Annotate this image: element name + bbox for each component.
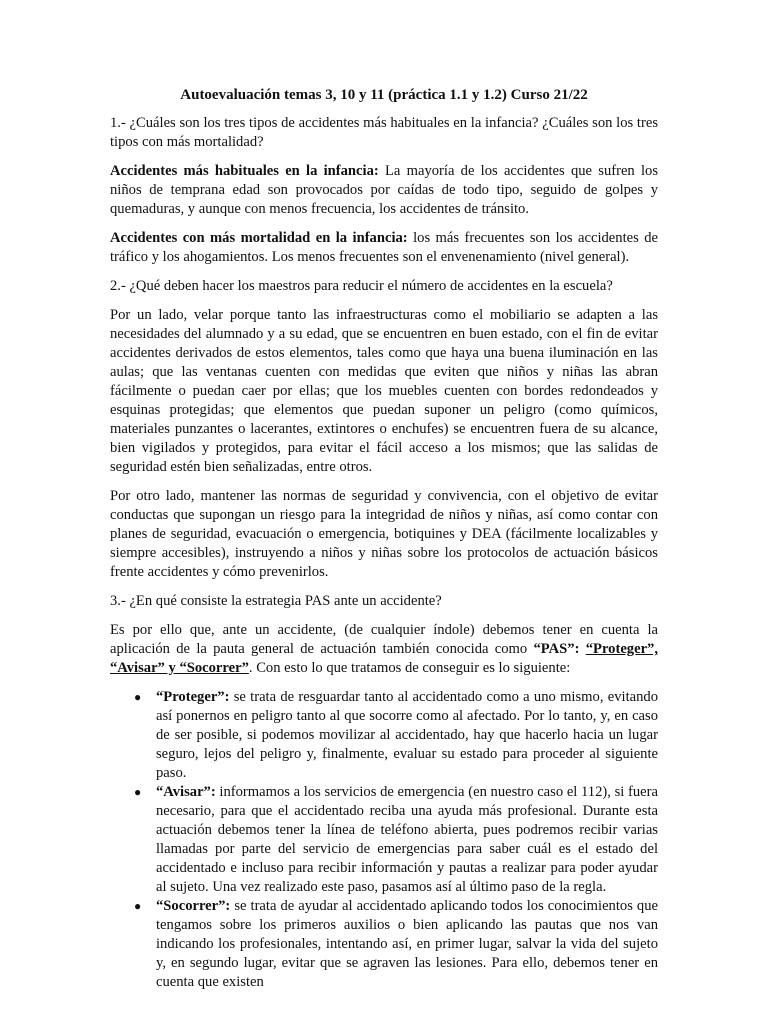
bullet-icon: ●: [134, 690, 142, 704]
intro-pas: “PAS”:: [533, 641, 586, 657]
pas-list: [110, 688, 658, 992]
intro-text-b: . Con esto lo que tratamos de conseguir es lo siguiente:: [248, 660, 571, 676]
mortalidad-label: Accidentes con más mortalidad en la infancia:: [110, 230, 408, 246]
pas-item-avisar: [134, 783, 658, 897]
mortalidad-text: los más frecuentes son los accidentes de tráfico y los ahogamientos. Los menos frecuentes son el envenenamiento (nivel general).: [110, 230, 658, 265]
document-title: Autoevaluación temas 3, 10 y 11 (práctica 1.1 y 1.2) Curso 21/22: [180, 87, 588, 103]
pas-item-label: “Socorrer”:: [156, 898, 231, 914]
answer-1-habituales: [110, 162, 658, 219]
answer-2-paragraph-1: Por un lado, velar porque tanto las infraestructuras como el mobiliario se adapten a las necesidades del alumnado y a su edad, que se encuentren en buen estado, con el fin de evitar accidentes derivados de estos elementos, tales como que haya una buena iluminación en las aulas; que las ventanas cuenten con medidas que eviten que niños y niñas las abran fácilmente o puedan caer por ellas; que los muebles cuenten con bordes redondeados y esquinas protegidas; que elementos que puedan suponer un peligro (como químicos, materiales punzantes o lacerantes, extintores o enchufes) se encuentren fuera de su alcance, bien vigilados y protegidos, para evitar el fácil acceso a los mismos; que las salidas de seguridad estén bien señalizadas, entre otros.: [110, 307, 658, 475]
answer-1-mortalidad: [110, 229, 658, 267]
pas-item-text: se trata de ayudar al accidentado aplicando todos los conocimientos que tengamos sobre los primeros auxilios o bien aplicando las pautas que nos van indicando los profesionales, intentando así, en primer lugar, salvar la vida del sujeto y, en segundo lugar, evitar que se agraven las lesiones. Para ello, debemos tener en cuenta que existen: [156, 898, 658, 990]
question-3: 3.- ¿En qué consiste la estrategia PAS ante un accidente?: [110, 593, 442, 609]
question-1: 1.- ¿Cuáles son los tres tipos de accidentes más habituales en la infancia? ¿Cuáles son los tres tipos con más mortalidad?: [110, 115, 658, 150]
answer-3-intro: [110, 621, 658, 678]
question-2: 2.- ¿Qué deben hacer los maestros para reducir el número de accidentes en la escuela?: [110, 278, 613, 294]
pas-item-label: “Proteger”:: [156, 689, 230, 705]
habituales-label: Accidentes más habituales en la infancia:: [110, 163, 379, 179]
habituales-text: La mayoría de los accidentes que sufren los niños de temprana edad son provocados por caídas de todo tipo, seguido de golpes y quemaduras, y aunque con menos frecuencia, los accidentes de tránsito.: [110, 163, 659, 217]
pas-item-text: se trata de resguardar tanto al accidentado como a uno mismo, evitando así ponernos en peligro tanto al que socorre como al afectado. Por lo tanto, y, en caso de ser posible, si podemos movilizar al accidentado, hay que hacerlo hacia un lugar seguro, lejos del peligro y, finalmente, evaluar su estado para proceder al siguiente paso.: [156, 689, 658, 781]
pas-item-proteger: [134, 688, 658, 783]
document-page: [110, 86, 658, 992]
bullet-icon: ●: [134, 899, 142, 913]
pas-item-socorrer: [134, 897, 658, 992]
pas-item-text: informamos a los servicios de emergencia (en nuestro caso el 112), si fuera necesario, para que el accidentado reciba una ayuda más profesional. Durante esta actuación debemos tener la línea de teléfono abierta, pues podremos recibir varias llamadas por parte del servicio de emergencias para saber cuál es el estado del accidentado e incluso para recibir información y pautas a realizar para poder ayudar al sujeto. Una vez realizado este paso, pasamos así al último paso de la regla.: [156, 784, 658, 895]
bullet-icon: ●: [134, 785, 142, 799]
answer-2-paragraph-2: Por otro lado, mantener las normas de seguridad y convivencia, con el objetivo de evitar conductas que supongan un riesgo para la integridad de niños y niñas, así como contar con planes de seguridad, evacuación o emergencia, botiquines y DEA (fácilmente localizables y siempre accesibles), instruyendo a niños y niñas sobre los protocolos de actuación básicos frente accidentes y cómo prevenirlos.: [110, 488, 658, 580]
intro-steps: “Proteger”, “Avisar” y “Socorrer”: [110, 641, 658, 676]
intro-text-a: Es por ello que, ante un accidente, (de cualquier índole) debemos tener en cuenta la aplicación de la pauta general de actuación también conocida como: [110, 622, 658, 657]
pas-item-label: “Avisar”:: [156, 784, 216, 800]
